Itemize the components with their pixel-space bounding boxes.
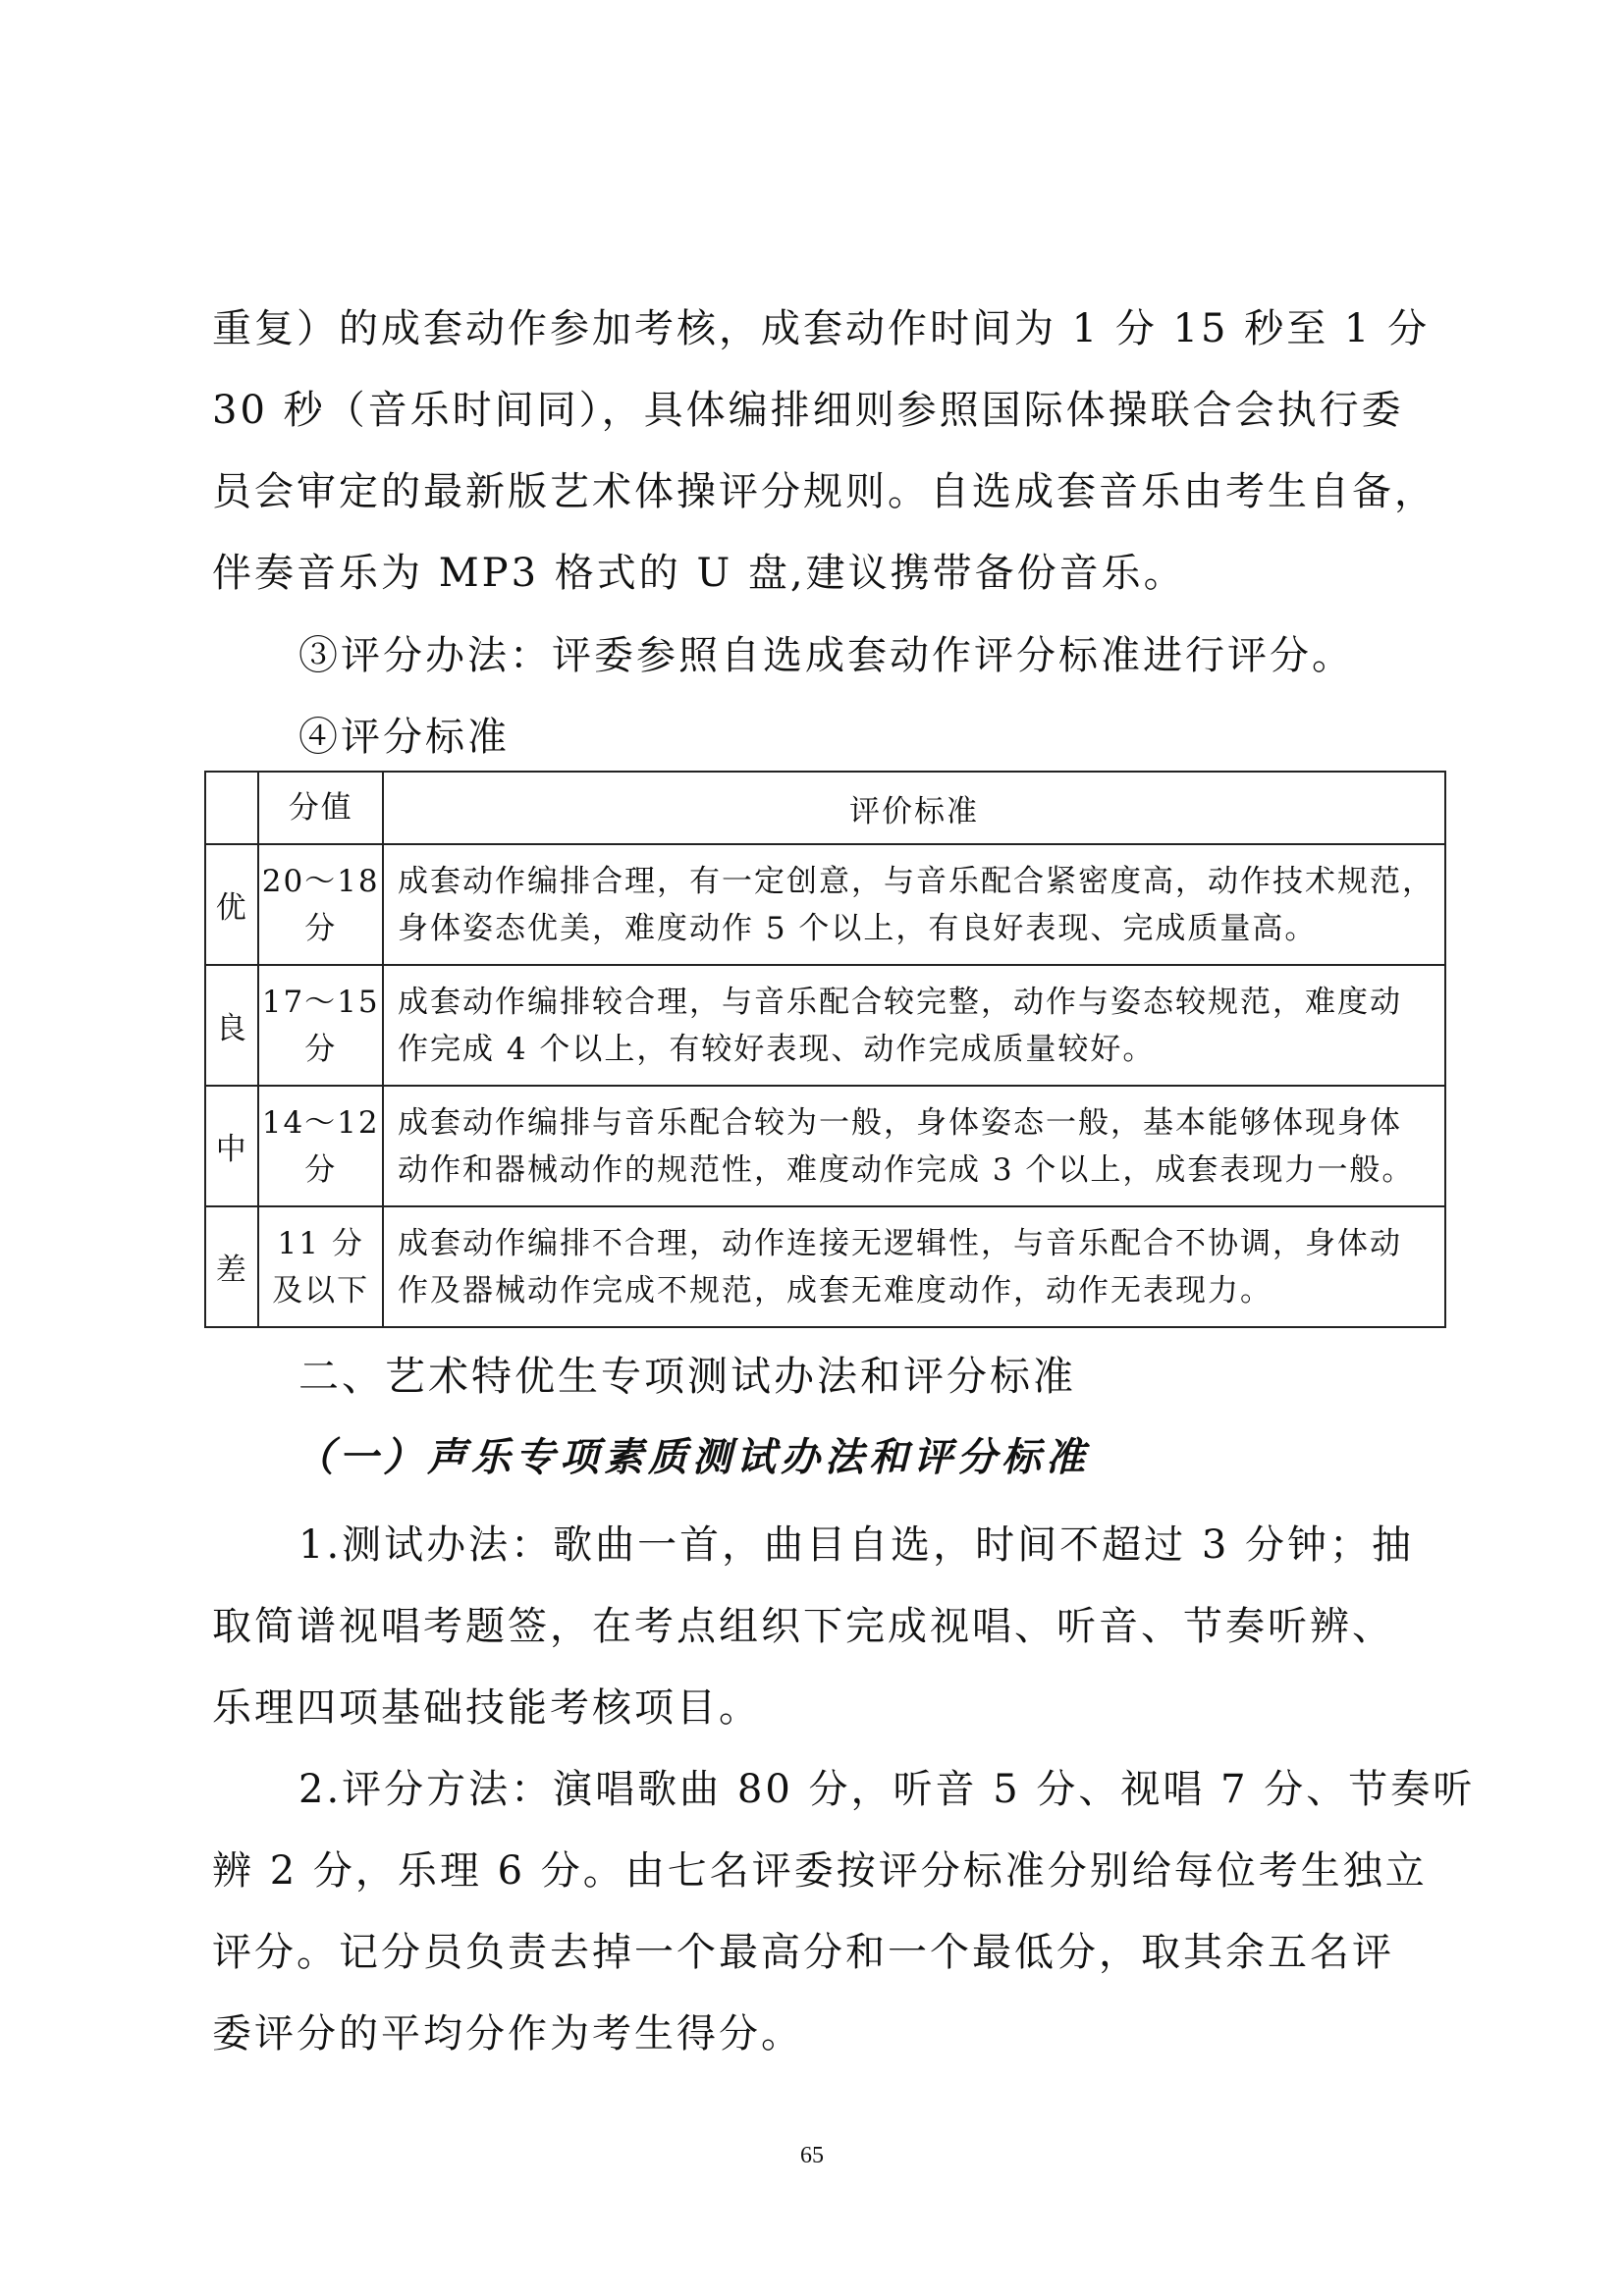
text-line: 伴奏音乐为 MP3 格式的 U 盘,建议携带备份音乐。 [212,551,1186,596]
grade-cell: 优 [205,844,258,965]
paragraph-routine-requirements [212,289,1449,614]
text-line: 取简谱视唱考题签，在考点组织下完成视唱、听音、节奏听辨、 [212,1604,1394,1649]
criteria-cell [383,844,1445,965]
criteria-text: 成套动作编排与音乐配合较为一般，身体姿态一般，基本能够体现身体 [398,1104,1402,1141]
text-line: ③评分办法：评委参照自选成套动作评分标准进行评分。 [298,633,1354,678]
text-line: 评分。记分员负责去掉一个最高分和一个最低分，取其余五名评 [212,1930,1394,1975]
table-row [205,965,1445,1086]
text-line: 乐理四项基础技能考核项目。 [212,1685,761,1731]
score-text: 分 [304,1031,338,1067]
paragraph-scoring-standard-title [212,697,1536,778]
score-text: 及以下 [272,1272,370,1308]
grade-cell: 良 [205,965,258,1086]
score-text: 分 [304,910,338,946]
table-row [205,844,1445,965]
criteria-text: 动作和器械动作的规范性，难度动作完成 3 个以上，成套表现力一般。 [398,1151,1415,1188]
criteria-cell [383,965,1445,1086]
score-cell [258,1206,383,1327]
page-number: 65 [800,2143,824,2168]
score-cell [258,844,383,965]
header-criteria: 评价标准 [383,772,1445,844]
text-line: ④评分标准 [298,715,510,760]
criteria-text: 成套动作编排不合理，动作连接无逻辑性，与音乐配合不协调，身体动 [398,1225,1402,1261]
paragraph-test-method [212,1505,1536,1749]
score-cell [258,1086,383,1206]
header-score: 分值 [258,772,383,844]
text-line: 2.评分方法：演唱歌曲 80 分，听音 5 分、视唱 7 分、节奏听 [298,1767,1476,1812]
section-heading: 二、艺术特优生专项测试办法和评分标准 [298,1353,1076,1400]
scoring-standard-table [204,771,1446,1328]
text-line: 重复）的成套动作参加考核，成套动作时间为 1 分 15 秒至 1 分 [212,306,1431,351]
subsection-heading: （一）声乐专项素质测试办法和评分标准 [295,1434,1090,1480]
criteria-text: 作完成 4 个以上，有较好表现、动作完成质量较好。 [398,1031,1156,1067]
score-text: 分 [304,1151,338,1188]
table-header-row [205,772,1445,844]
grade-cell: 中 [205,1086,258,1206]
grade-cell: 差 [205,1206,258,1327]
table-row [205,1086,1445,1206]
table-row [205,1206,1445,1327]
score-text: 11 分 [277,1225,364,1261]
criteria-cell [383,1086,1445,1206]
text-line: 员会审定的最新版艺术体操评分规则。自选成套音乐由考生自备， [212,469,1436,514]
header-grade [205,772,258,844]
text-line: 辨 2 分，乐理 6 分。由七名评委按评分标准分别给每位考生独立 [212,1848,1428,1894]
criteria-text: 身体姿态优美，难度动作 5 个以上，有良好表现、完成质量高。 [398,910,1318,946]
score-text: 20～18 [261,863,380,899]
score-text: 14～12 [261,1104,380,1141]
score-cell [258,965,383,1086]
paragraph-scoring-rules [212,1749,1536,2075]
criteria-text: 成套动作编排较合理，与音乐配合较完整，动作与姿态较规范，难度动 [398,984,1402,1020]
criteria-cell [383,1206,1445,1327]
paragraph-scoring-method [212,615,1536,697]
text-line: 30 秒（音乐时间同），具体编排细则参照国际体操联合会执行委 [212,388,1404,433]
criteria-text: 作及器械动作完成不规范，成套无难度动作，动作无表现力。 [398,1272,1272,1308]
criteria-text: 成套动作编排合理，有一定创意，与音乐配合紧密度高，动作技术规范， [398,863,1435,899]
text-line: 委评分的平均分作为考生得分。 [212,2011,803,2056]
text-line: 1.测试办法：歌曲一首，曲目自选，时间不超过 3 分钟；抽 [298,1522,1415,1568]
score-text: 17～15 [261,984,380,1020]
